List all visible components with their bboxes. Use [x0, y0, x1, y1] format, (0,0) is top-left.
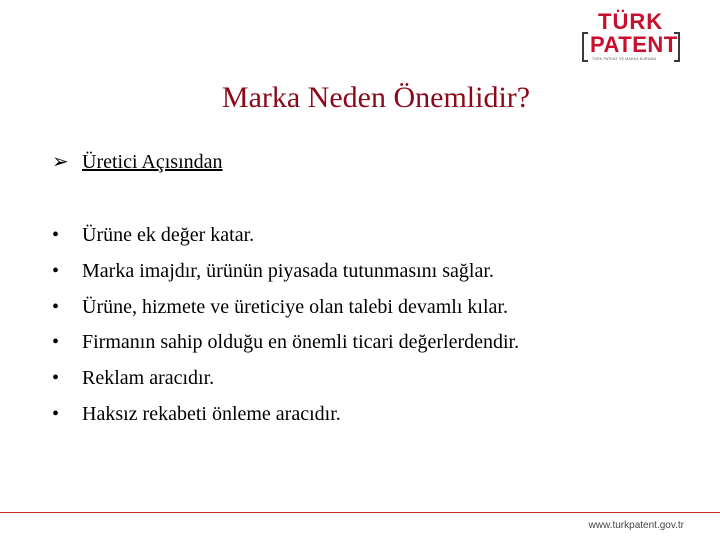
footer-url: www.turkpatent.gov.tr	[588, 520, 684, 531]
logo-bracket-right	[674, 32, 680, 62]
bullet-icon: •	[52, 402, 60, 425]
logo-main-text: PATENT	[590, 32, 678, 57]
bullet-icon: •	[52, 295, 60, 318]
bullet-icon: •	[52, 259, 60, 282]
arrow-bullet-icon: ➢	[52, 151, 69, 173]
logo-top-text: TÜRK	[598, 9, 664, 34]
bullet-icon: •	[52, 367, 60, 390]
section-heading-row	[52, 149, 223, 175]
section-heading: Üretici Açısından	[82, 151, 223, 173]
footer-divider	[0, 512, 720, 513]
list-item	[52, 254, 519, 290]
bullet-list	[52, 218, 519, 433]
list-item	[52, 290, 519, 326]
bullet-text: Haksız rekabeti önleme aracıdır.	[82, 402, 341, 425]
list-item	[52, 325, 519, 361]
bullet-text: Ürüne ek değer katar.	[82, 224, 255, 246]
list-item	[52, 218, 519, 254]
turkpatent-logo	[578, 10, 686, 66]
bullet-text: Ürüne, hizmete ve üreticiye olan talebi devamlı kılar.	[82, 295, 508, 318]
list-item	[52, 397, 519, 433]
bullet-icon: •	[52, 224, 60, 246]
bullet-text: Marka imajdır, ürünün piyasada tutunmasını sağlar.	[82, 259, 494, 282]
list-item	[52, 361, 519, 397]
bullet-text: Firmanın sahip olduğu en önemli ticari değerlerdendir.	[82, 331, 520, 354]
logo-frame	[582, 32, 680, 62]
logo-bracket-left	[582, 32, 588, 62]
bullet-icon: •	[52, 331, 60, 354]
slide-title: Marka Neden Önemlidir?	[221, 81, 531, 114]
bullet-text: Reklam aracıdır.	[82, 367, 215, 390]
logo-sub-text: TÜRK PATENT VE MARKA KURUMU	[592, 57, 657, 61]
